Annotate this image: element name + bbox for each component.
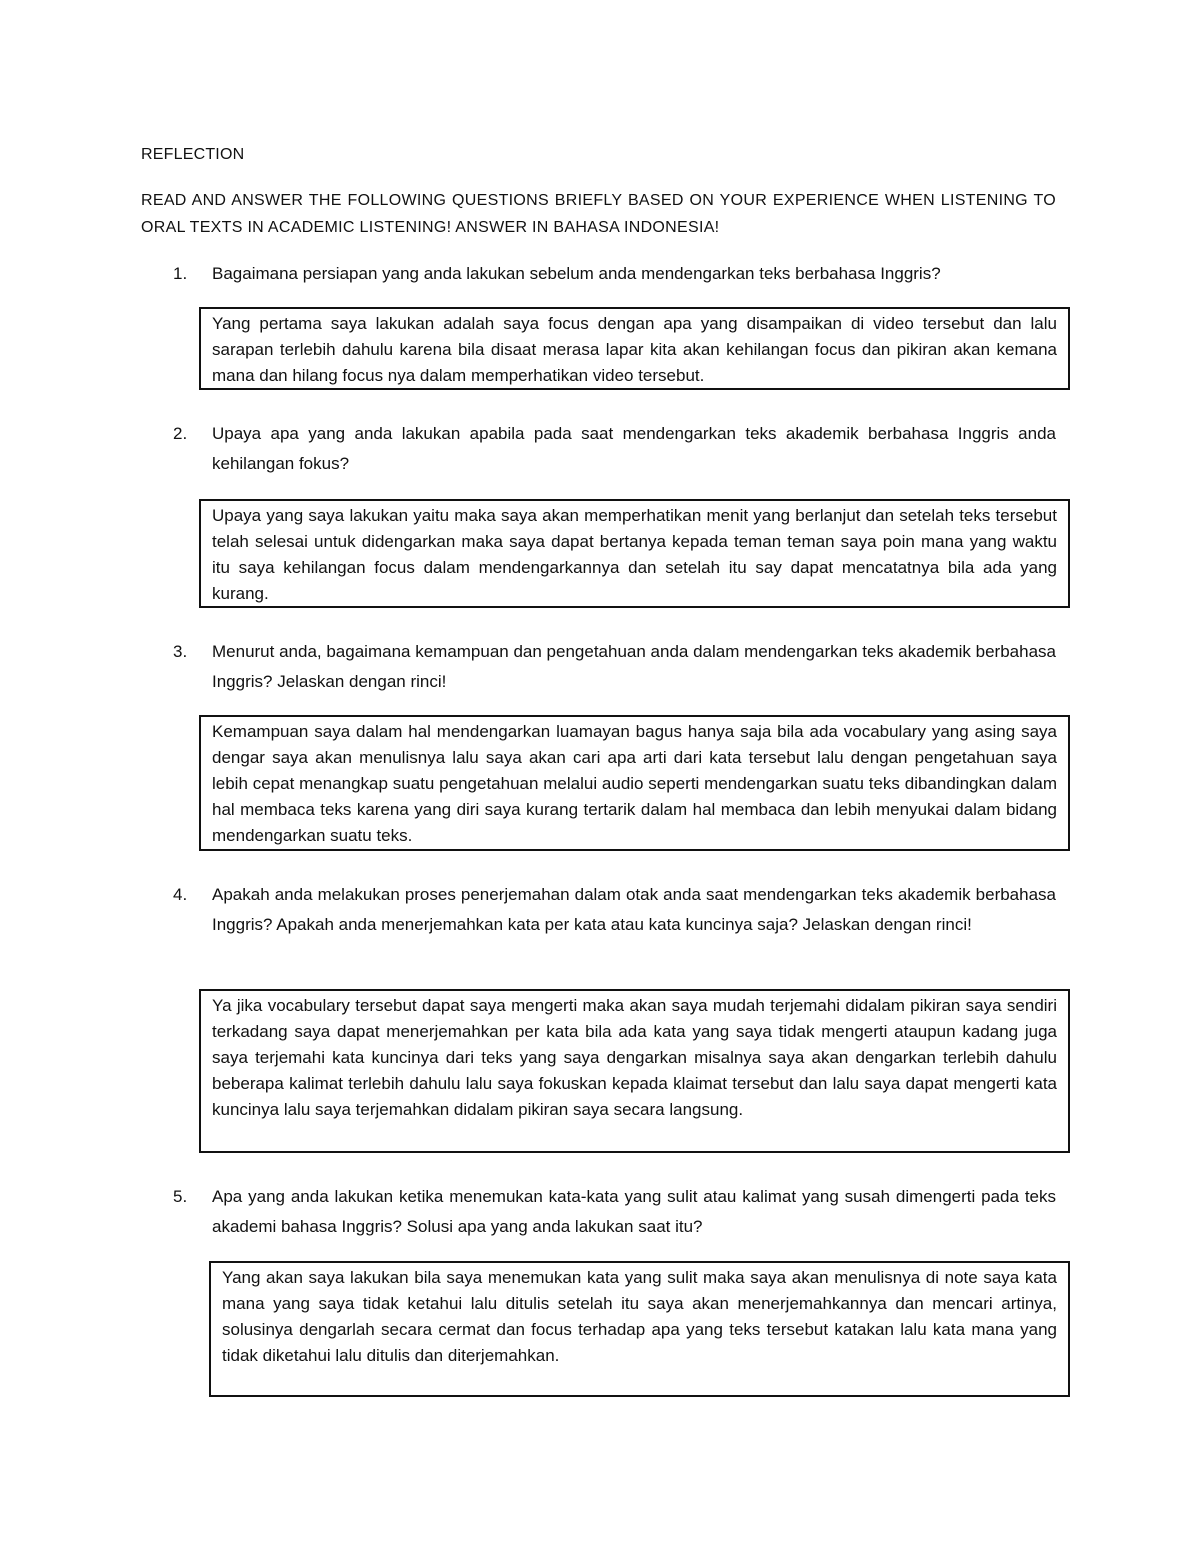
question-5 — [141, 1182, 1056, 1242]
question-1 — [141, 259, 1056, 289]
question-2 — [141, 419, 1056, 479]
answer-box-5: Yang akan saya lakukan bila saya menemukan kata yang sulit maka saya akan menulisnya di note saya kata mana yang saya tidak ketahui lalu ditulis setelah itu saya akan menerjemahkannya dan mencari artinya, solusinya dengarlah secara cermat dan focus terhadap apa yang teks tersebut katakan lalu kata mana yang tidak diketahui lalu ditulis dan diterjemahkan. — [209, 1261, 1070, 1397]
answer-box-1: Yang pertama saya lakukan adalah saya focus dengan apa yang disampaikan di video tersebut dan lalu sarapan terlebih dahulu karena bila disaat merasa lapar kita akan kehilangan focus dan pikiran akan kemana mana dan hilang focus nya dalam memperhatikan video tersebut. — [199, 307, 1070, 390]
question-text: Upaya apa yang anda lakukan apabila pada saat mendengarkan teks akademik berbahasa Inggris anda kehilangan fokus? — [212, 424, 1056, 473]
answer-box-2: Upaya yang saya lakukan yaitu maka saya akan memperhatikan menit yang berlanjut dan setelah teks tersebut telah selesai untuk didengarkan maka saya dapat bertanya kepada teman teman saya poin mana yang waktu itu saya kehilangan focus dalam mendengarkannya dan setelah itu say dapat mencatatnya bila ada yang kurang. — [199, 499, 1070, 608]
question-number: 1. — [173, 264, 188, 283]
answer-box-3: Kemampuan saya dalam hal mendengarkan luamayan bagus hanya saja bila ada vocabulary yang asing saya dengar saya akan menulisnya lalu saya akan cari apa arti dari kata tersebut lalu dengan pengetahuan saya lebih cepat menangkap suatu pengetahuan melalui audio seperti mendengarkan suatu teks dibandingkan dalam hal membaca teks karena yang diri saya kurang tertarik dalam hal membaca dan lebih menyukai dalam bidang mendengarkan suatu teks. — [199, 715, 1070, 851]
question-text: Bagaimana persiapan yang anda lakukan sebelum anda mendengarkan teks berbahasa Inggris? — [212, 264, 941, 283]
document-title: REFLECTION — [141, 146, 245, 163]
question-3 — [141, 637, 1056, 697]
instruction-text: READ AND ANSWER THE FOLLOWING QUESTIONS BRIEFLY BASED ON YOUR EXPERIENCE WHEN LISTENING TO ORAL TEXTS IN ACADEMIC LISTENING! ANSWER IN BAHASA INDONESIA! — [141, 192, 1056, 236]
question-number: 3. — [173, 642, 188, 661]
question-text: Apakah anda melakukan proses penerjemahan dalam otak anda saat mendengarkan teks akademik berbahasa Inggris? Apakah anda menerjemahkan kata per kata atau kata kuncinya saja? Jelaskan dengan rinci! — [212, 885, 1056, 934]
question-text: Apa yang anda lakukan ketika menemukan kata-kata yang sulit atau kalimat yang susah dimengerti pada teks akademi bahasa Inggris? Solusi apa yang anda lakukan saat itu? — [212, 1187, 1056, 1236]
question-4 — [141, 880, 1056, 940]
question-number: 5. — [173, 1187, 188, 1206]
question-text: Menurut anda, bagaimana kemampuan dan pengetahuan anda dalam mendengarkan teks akademik berbahasa Inggris? Jelaskan dengan rinci! — [212, 642, 1056, 691]
answer-box-4: Ya jika vocabulary tersebut dapat saya mengerti maka akan saya mudah terjemahi didalam pikiran saya sendiri terkadang saya dapat menerjemahkan per kata bila ada kata yang saya tidak mengerti ataupun kadang juga saya terjemahi kata kuncinya dari teks yang saya dengarkan misalnya saya akan dengarkan terlebih dahulu beberapa kalimat terlebih dahulu lalu saya fokuskan kepada klaimat tersebut dan lalu saya dapat mengerti kata kuncinya lalu saya terjemahkan didalam pikiran saya secara langsung. — [199, 989, 1070, 1153]
question-number: 2. — [173, 424, 188, 443]
question-number: 4. — [173, 885, 188, 904]
